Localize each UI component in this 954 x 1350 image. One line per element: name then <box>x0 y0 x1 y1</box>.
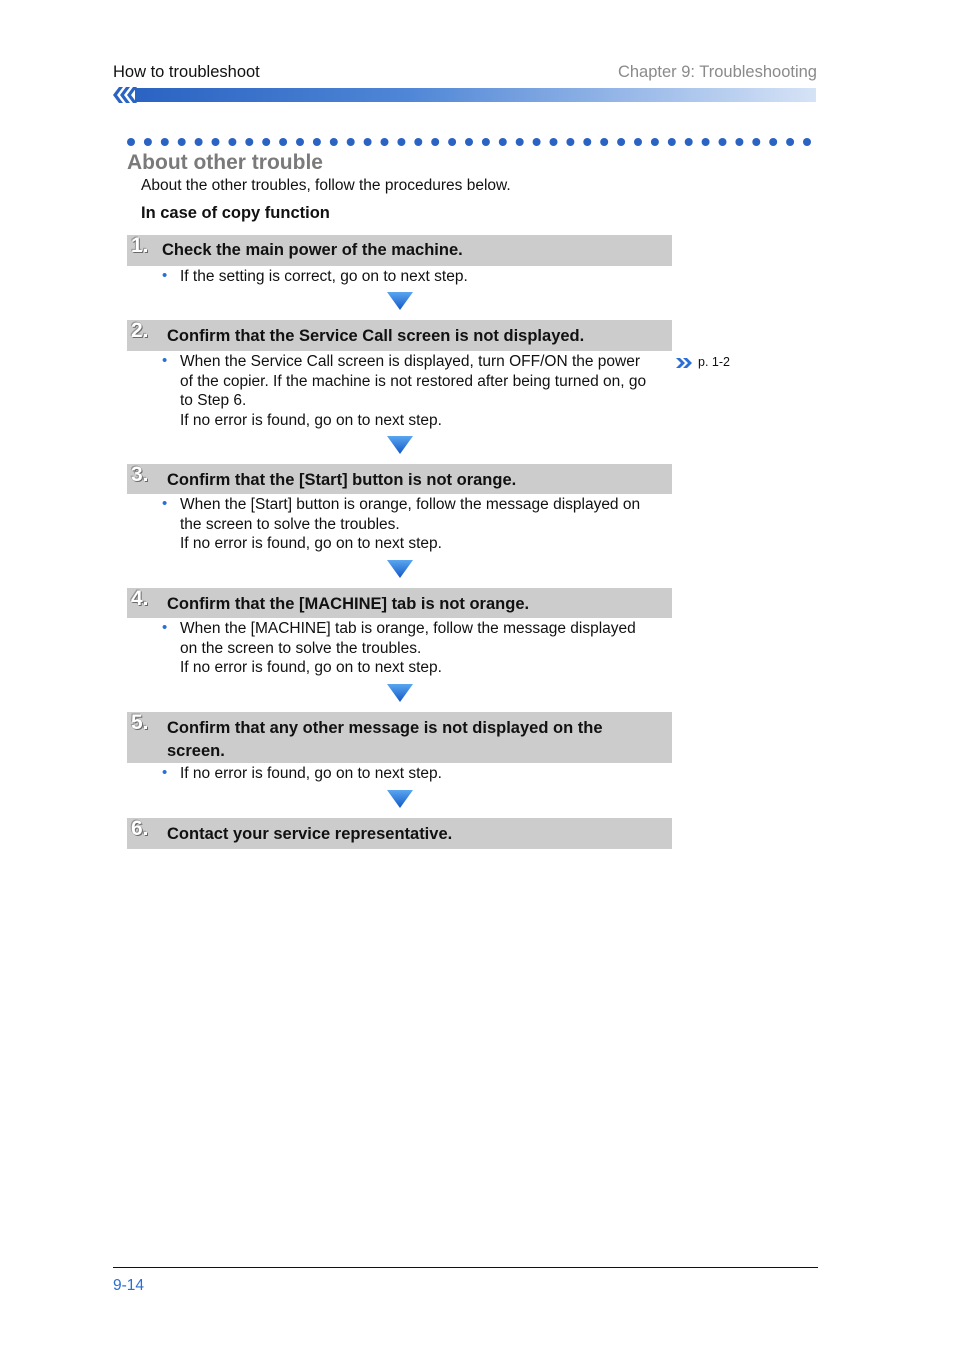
detail-line: the screen to solve the troubles. <box>180 515 400 533</box>
divider-dot <box>550 138 558 146</box>
detail-line: If no error is found, go on to next step. <box>180 411 442 429</box>
section-intro: About the other troubles, follow the procedures below. <box>141 177 511 194</box>
divider-dot <box>127 138 135 146</box>
detail-line: of the copier. If the machine is not restored after being turned on, go <box>180 372 647 390</box>
divider-dot <box>381 138 389 146</box>
bullet-icon: • <box>162 352 168 369</box>
divider-dot <box>651 138 659 146</box>
divider-dot <box>448 138 456 146</box>
header-gradient-bar <box>135 88 816 102</box>
divider-dot <box>178 138 186 146</box>
page-reference-text: p. 1-2 <box>698 355 730 369</box>
running-header-section: How to troubleshoot <box>113 63 260 81</box>
step-1-header <box>127 235 672 266</box>
divider-dot <box>279 138 287 146</box>
divider-dot <box>566 138 574 146</box>
divider-dot <box>144 138 152 146</box>
step-4-header <box>127 588 672 618</box>
bullet-icon: • <box>162 495 168 512</box>
divider-dot <box>600 138 608 146</box>
divider-dot <box>752 138 760 146</box>
bullet-icon: • <box>162 764 168 781</box>
detail-line: If no error is found, go on to next step. <box>180 765 442 782</box>
detail-line: If no error is found, go on to next step. <box>180 659 442 676</box>
section-title: About other trouble <box>127 151 323 174</box>
down-arrow-icon <box>387 790 413 808</box>
divider-dot <box>431 138 439 146</box>
divider-dot <box>212 138 220 146</box>
divider-dot <box>330 138 338 146</box>
detail-line: When the [Start] button is orange, follow the message displayed on <box>180 496 641 513</box>
detail-line: If the setting is correct, go on to next step. <box>180 268 468 285</box>
divider-dot <box>583 138 591 146</box>
divider-dot <box>195 138 203 146</box>
divider-dot <box>161 138 169 146</box>
divider-dot <box>803 138 811 146</box>
step-title: Confirm that the Service Call screen is not displayed. <box>167 327 585 345</box>
step-3-header <box>127 464 672 494</box>
bullet-icon: • <box>162 267 168 284</box>
divider-dot <box>668 138 676 146</box>
divider-dot <box>228 138 236 146</box>
divider-dot <box>634 138 642 146</box>
divider-dot <box>685 138 693 146</box>
step-title: Contact your service representative. <box>167 825 453 843</box>
divider-dot <box>735 138 743 146</box>
page-reference-link[interactable] <box>676 355 730 369</box>
subheading: In case of copy function <box>141 204 330 222</box>
divider-dot <box>397 138 405 146</box>
down-arrow-icon <box>387 560 413 578</box>
double-chevron-right-icon <box>676 357 694 369</box>
step-number: 2. <box>131 319 149 342</box>
footer-rule <box>113 1267 818 1268</box>
down-arrow-icon <box>387 436 413 454</box>
divider-dot <box>414 138 422 146</box>
divider-dot <box>364 138 372 146</box>
divider-dot <box>245 138 253 146</box>
step-number: 6. <box>131 817 149 840</box>
bullet-icon: • <box>162 619 168 636</box>
step-5-header <box>127 712 672 763</box>
divider-dot <box>533 138 541 146</box>
divider-dot <box>465 138 473 146</box>
step-title: Check the main power of the machine. <box>162 241 463 259</box>
step-2-header <box>127 320 672 351</box>
step-title-line: Confirm that any other message is not displayed on the <box>167 719 603 737</box>
step-title-line: screen. <box>167 742 225 760</box>
down-arrow-icon <box>387 292 413 310</box>
step-6-header <box>127 818 672 849</box>
triple-chevron-left-icon <box>113 86 137 104</box>
divider-dot <box>516 138 524 146</box>
down-arrow-icon <box>387 684 413 702</box>
step-number: 4. <box>131 587 149 610</box>
divider-dot <box>262 138 270 146</box>
divider-dot <box>296 138 304 146</box>
divider-dot <box>347 138 355 146</box>
step-number: 5. <box>131 711 149 734</box>
detail-line: When the Service Call screen is displayed, turn OFF/ON the power <box>180 353 641 370</box>
divider-dot <box>499 138 507 146</box>
detail-line: When the [MACHINE] tab is orange, follow the message displayed <box>180 620 636 637</box>
step-number: 1. <box>131 234 149 257</box>
step-title: Confirm that the [MACHINE] tab is not orange. <box>167 595 530 613</box>
step-title <box>167 717 657 763</box>
dotted-divider <box>126 137 818 147</box>
divider-dot <box>786 138 794 146</box>
divider-dot <box>719 138 727 146</box>
divider-dot <box>617 138 625 146</box>
divider-dot <box>702 138 710 146</box>
divider-dot <box>769 138 777 146</box>
detail-line: If no error is found, go on to next step. <box>180 535 442 552</box>
divider-dot <box>482 138 490 146</box>
running-header-chapter: Chapter 9: Troubleshooting <box>617 63 817 81</box>
page-number: 9-14 <box>113 1277 145 1294</box>
divider-dot <box>313 138 321 146</box>
step-title: Confirm that the [Start] button is not orange. <box>167 471 517 489</box>
detail-line: on the screen to solve the troubles. <box>180 639 422 657</box>
step-number: 3. <box>131 463 149 486</box>
detail-line: to Step 6. <box>180 392 247 409</box>
